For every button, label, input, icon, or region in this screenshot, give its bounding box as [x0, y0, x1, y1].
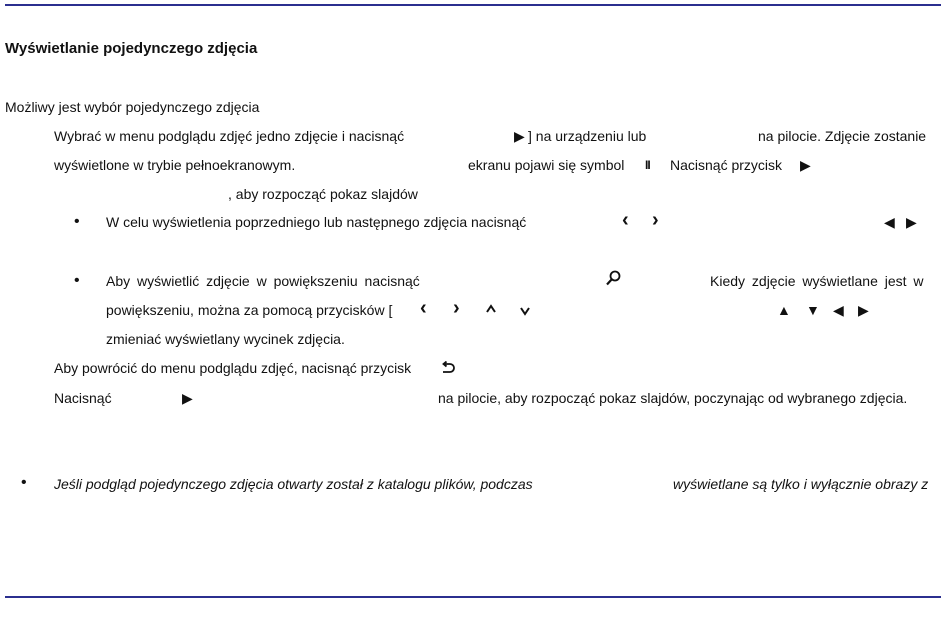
bullet2-line1-b: Kiedy zdjęcie wyświetlane jest w — [710, 273, 924, 289]
step1-line3: , aby rozpocząć pokaz slajdów — [228, 186, 418, 202]
bottom-rule — [5, 596, 941, 598]
chevron-up-icon — [485, 303, 497, 315]
step1-line1-a: Wybrać w menu podglądu zdjęć jedno zdjęcie i nacisnąć — [54, 128, 405, 144]
pause-icon: II — [645, 158, 650, 172]
chevron-right-icon: › — [453, 297, 460, 319]
bullet-marker: • — [21, 474, 27, 491]
play-icon: ▶ — [800, 157, 811, 173]
chevron-right-icon: › — [652, 209, 659, 231]
step1-line2-c: Nacisnąć przycisk — [670, 157, 783, 173]
top-rule — [5, 4, 941, 6]
up-triangle-icon: ▲ — [777, 302, 791, 318]
right-triangle-icon: ▶ — [858, 302, 869, 318]
return-arrow-icon — [440, 361, 456, 375]
step1-line2-b: ekranu pojawi się symbol — [468, 157, 625, 173]
play-icon: ▶ — [182, 390, 193, 406]
bullet2-line2: powiększeniu, można za pomocą przycisków [ — [106, 302, 393, 318]
right-triangle-icon: ▶ — [906, 214, 917, 230]
left-triangle-icon: ◀ — [884, 214, 895, 230]
note-text-a: Jeśli podgląd pojedynczego zdjęcia otwarty został z katalogu plików, podczas — [54, 476, 533, 492]
left-triangle-icon: ◀ — [833, 302, 844, 318]
chevron-left-icon: ‹ — [622, 209, 629, 231]
bullet-marker: • — [74, 272, 80, 289]
play-icon: ▶ — [514, 128, 525, 144]
section-heading: Wyświetlanie pojedynczego zdjęcia — [5, 40, 258, 57]
step1-line1-c: na pilocie. Zdjęcie zostanie — [758, 128, 927, 144]
chevron-down-icon — [519, 305, 531, 317]
return-text: Aby powrócić do menu podglądu zdjęć, nacisnąć przycisk — [54, 360, 412, 376]
intro-text: Możliwy jest wybór pojedynczego zdjęcia — [5, 99, 260, 115]
bullet1-text: W celu wyświetlenia poprzedniego lub następnego zdjęcia nacisnąć — [106, 214, 527, 230]
bullet-marker: • — [74, 213, 80, 230]
step1-line2-a: wyświetlone w trybie pełnoekranowym. — [54, 157, 296, 173]
press-text-a: Nacisnąć — [54, 390, 112, 406]
bullet2-line3: zmieniać wyświetlany wycinek zdjęcia. — [106, 331, 345, 347]
note-text-b: wyświetlane są tylko i wyłącznie obrazy z — [673, 476, 929, 492]
down-triangle-icon: ▼ — [806, 302, 820, 318]
step1-line1-b: ] na urządzeniu lub — [528, 128, 647, 144]
bullet2-line1-a: Aby wyświetlić zdjęcie w powiększeniu nacisnąć — [106, 273, 420, 289]
magnifier-icon — [604, 270, 622, 288]
chevron-left-icon: ‹ — [420, 297, 427, 319]
press-text-b: na pilocie, aby rozpocząć pokaz slajdów, poczynając od wybranego zdjęcia. — [438, 390, 908, 406]
